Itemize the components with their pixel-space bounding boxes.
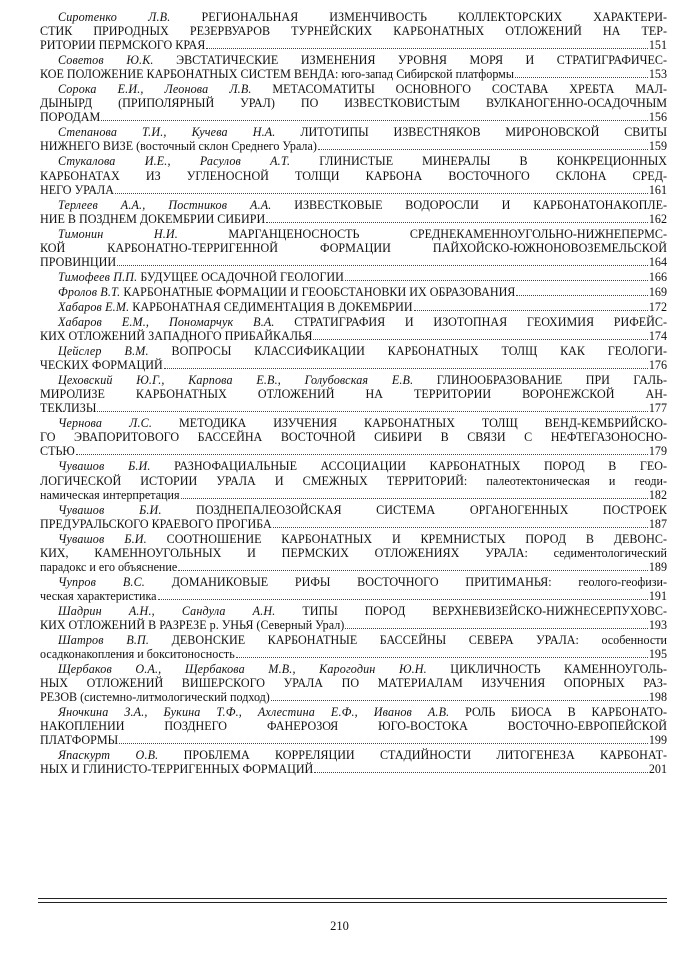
entry-page-number: 198	[648, 690, 667, 705]
entry-authors: Сорока Е.И., Леонова Л.В.	[58, 82, 252, 97]
entry-line: Степанова Т.И., Кучева Н.А. ЛИТОТИПЫ ИЗВЕСТНЯКОВ МИРОНОВСКОЙ СВИТЫ	[58, 125, 667, 140]
dot-leader	[414, 310, 648, 311]
toc-entry	[40, 705, 667, 747]
entry-line: Советов Ю.К. ЭВСТАТИЧЕСКИЕ ИЗМЕНЕНИЯ УРОВНЯ МОРЯ И СТРАТИГРАФИЧЕС-	[58, 53, 667, 68]
entry-page-number: 153	[648, 67, 667, 82]
toc-entry	[40, 198, 667, 226]
entry-authors: Хабаров Е.М., Пономарчук В.А.	[58, 314, 275, 329]
entry-line: СТИК ПРИРОДНЫХ РЕЗЕРВУАРОВ ТУРНЕЙСКИХ КАРБОНАТНЫХ ОТЛОЖЕНИЙ НА ТЕР-	[40, 24, 667, 39]
entry-page-number: 201	[648, 762, 667, 777]
entry-line: Стукалова И.Е., Расулов А.Т. ГЛИНИСТЫЕ МИНЕРАЛЫ В КОНКРЕЦИОННЫХ	[58, 154, 667, 169]
entry-title-end: ПОРОДАМ	[40, 110, 101, 125]
entry-line: Сиротенко Л.В. РЕГИОНАЛЬНАЯ ИЗМЕНЧИВОСТЬ КОЛЛЕКТОРСКИХ ХАРАКТЕРИ-	[58, 10, 667, 24]
entry-authors: Щербаков О.А., Щербакова М.В., Карогодин Ю.Н.	[58, 662, 427, 677]
entry-line: Шадрин А.Н., Сандула А.Н. ТИПЫ ПОРОД ВЕРХНЕВИЗЕЙСКО-НИЖНЕСЕРПУХОВС-	[58, 603, 667, 618]
dot-leader	[273, 527, 648, 528]
entry-title-end: ЧЕСКИХ ФОРМАЦИЙ	[40, 358, 163, 373]
entry-line: Шатров В.П. ДЕВОНСКИЕ КАРБОНАТНЫЕ БАССЕЙНЫ СЕВЕРА УРАЛА: особенности	[58, 633, 667, 648]
entry-line: Чувашов Б.И. СООТНОШЕНИЕ КАРБОНАТНЫХ И КРЕМНИСТЫХ ПОРОД В ДЕВОНС-	[58, 531, 667, 546]
entry-last-line	[40, 329, 667, 343]
entry-page-number: 195	[648, 647, 667, 662]
entry-authors: Хабаров Е.М.	[58, 299, 130, 314]
entry-line: Цейслер В.М. ВОПРОСЫ КЛАССИФИКАЦИИ КАРБОНАТНЫХ ТОЛЩ КАК ГЕОЛОГИ-	[58, 344, 667, 359]
entry-page-number: 164	[648, 254, 667, 269]
dot-leader	[271, 700, 648, 701]
entry-title-end: осадконакопления и бокситоносность	[40, 647, 235, 662]
entry-last-line	[40, 212, 667, 226]
entry-last-line	[40, 444, 667, 458]
entry-page-number: 177	[648, 401, 667, 416]
entry-authors: Цейслер В.М.	[58, 344, 149, 359]
entry-line: Цеховский Ю.Г., Карпова Е.В., Голубовская Е.В. ГЛИНООБРАЗОВАНИЕ ПРИ ГАЛЬ-	[58, 373, 667, 388]
entry-last-line	[40, 690, 667, 704]
entry-last-line	[40, 285, 667, 299]
toc-entry	[40, 416, 667, 458]
entry-title-end: ПРЕДУРАЛЬСКОГО КРАЕВОГО ПРОГИБА	[40, 516, 272, 531]
entry-title-end: ческая характеристика	[40, 588, 157, 603]
dot-leader	[164, 368, 648, 369]
entry-line: Яночкина З.А., Букина Т.Ф., Ахлестина Е.Ф., Иванов А.В. РОЛЬ БИОСА В КАРБОНАТО-	[58, 705, 667, 720]
entry-line: Хабаров Е.М., Пономарчук В.А. СТРАТИГРАФИЯ И ИЗОТОПНАЯ ГЕОХИМИЯ РИФЕЙС-	[58, 314, 667, 329]
entry-page-number: 161	[648, 182, 667, 197]
toc-entry	[40, 82, 667, 124]
entry-line: ДЫНЫРД (ПРИПОЛЯРНЫЙ УРАЛ) ПО ИЗВЕСТКОВИСТЫМ ВУЛКАНОГЕННО-ОСАДОЧНЫМ	[40, 96, 667, 111]
entry-title-end: НИЕ В ПОЗДНЕМ ДОКЕМБРИИ СИБИРИ	[40, 211, 266, 226]
toc-entry	[40, 154, 667, 196]
entry-title-end: ТЕКЛИЗЫ	[40, 401, 97, 416]
entry-line: Сорока Е.И., Леонова Л.В. МЕТАСОМАТИТЫ ОСНОВНОГО СОСТАВА ХРЕБТА МАЛ-	[58, 82, 667, 97]
toc-entry	[40, 125, 667, 153]
dot-leader	[313, 339, 647, 340]
entry-last-line	[40, 488, 667, 502]
entry-authors: Степанова Т.И., Кучева Н.А.	[58, 125, 276, 140]
entry-last-line	[40, 183, 667, 197]
entry-line: ЛОГИЧЕСКОЙ ИСТОРИИ УРАЛА И СМЕЖНЫХ ТЕРРИТОРИЙ: палеотектоническая и геоди-	[40, 473, 667, 488]
entry-title-end: РЕЗОВ (системно-литмологический подход)	[40, 690, 270, 705]
entry-authors: Чернова Л.С.	[58, 416, 153, 431]
entry-last-line	[40, 589, 667, 603]
entry-line: ГО ЭВАПОРИТОВОГО БАССЕЙНА ВОСТОЧНОЙ СИБИРИ В СВЯЗИ С НЕФТЕГАЗОНОСНО-	[40, 430, 667, 445]
toc-entry	[40, 344, 667, 372]
entry-line: Щербаков О.А., Щербакова М.В., Карогодин Ю.Н. ЦИКЛИЧНОСТЬ КАМЕННОУГОЛЬ-	[58, 662, 667, 677]
entry-authors: Яночкина З.А., Букина Т.Ф., Ахлестина Е.Ф., Иванов А.В.	[58, 705, 450, 720]
toc-entry	[40, 53, 667, 81]
dot-leader	[236, 657, 648, 658]
entry-authors: Фролов В.Т.	[58, 284, 121, 299]
entry-authors: Тимофеев П.П.	[58, 269, 138, 284]
toc-entry	[40, 227, 667, 269]
entry-title-end: ПЛАТФОРМЫ	[40, 733, 119, 748]
entry-page-number: 169	[648, 284, 667, 299]
entry-line: Япаскурт О.В. ПРОБЛЕМА КОРРЕЛЯЦИИ СТАДИЙНОСТИ ЛИТОГЕНЕЗА КАРБОНАТ-	[58, 748, 667, 763]
entry-last-line	[40, 110, 667, 124]
dot-leader	[181, 498, 648, 499]
toc-entry	[40, 285, 667, 299]
entry-page-number: 156	[648, 110, 667, 125]
entry-line: Терлеев А.А., Постников А.А. ИЗВЕСТКОВЫЕ ВОДОРОСЛИ И КАРБОНАТОНАКОПЛЕ-	[58, 197, 667, 212]
entry-line: КАРБОНАТАХ ИЗ УГЛЕНОСНОЙ ТОЛЩИ КАРБОНА ВОСТОЧНОГО СКЛОНА СРЕД-	[40, 168, 667, 183]
entry-page-number: 151	[648, 38, 667, 53]
entry-title-end: КИХ ОТЛОЖЕНИЙ ЗАПАДНОГО ПРИБАЙКАЛЬЯ	[40, 329, 313, 344]
entry-line: КОЙ КАРБОНАТНО-ТЕРРИГЕННОЙ ФОРМАЦИИ ПАЙХОЙСКО-ЮЖНОНОВОЗЕМЕЛЬСКОЙ	[40, 240, 667, 255]
toc-entry	[40, 748, 667, 776]
toc-entry	[40, 532, 667, 574]
entry-authors: Шадрин А.Н., Сандула А.Н.	[58, 603, 276, 618]
entry-authors: Чувашов Б.И.	[58, 459, 151, 474]
entry-title-end: КОЕ ПОЛОЖЕНИЕ КАРБОНАТНЫХ СИСТЕМ ВЕНДА: юго-запад Сибирской платформы	[40, 67, 514, 82]
dot-leader	[318, 149, 648, 150]
entry-title-end: РИТОРИИ ПЕРМСКОГО КРАЯ	[40, 38, 206, 53]
dot-leader	[117, 265, 648, 266]
rule-thick	[38, 898, 667, 899]
toc-entry	[40, 633, 667, 661]
entry-title-end: НЕГО УРАЛА	[40, 182, 114, 197]
dot-leader	[345, 628, 648, 629]
entry-title-end: СТЬЮ	[40, 444, 75, 459]
entry-line: КИХ, КАМЕННОУГОЛЬНЫХ И ПЕРМСКИХ ОТЛОЖЕНИЯХ УРАЛА: седиментологический	[40, 545, 667, 560]
entry-last-line	[40, 139, 667, 153]
entry-line: МИРОЛИЗЕ КАРБОНАТНЫХ ОТЛОЖЕНИЙ НА ТЕРРИТОРИИ ВОРОНЕЖСКОЙ АН-	[40, 387, 667, 402]
entry-page-number: 176	[648, 358, 667, 373]
dot-leader	[266, 222, 648, 223]
toc-entry	[40, 315, 667, 343]
entry-authors: Япаскурт О.В.	[58, 748, 159, 763]
entry-title-end: Хабаров Е.М. КАРБОНАТНАЯ СЕДИМЕНТАЦИЯ В ДОКЕМБРИИ	[58, 299, 413, 314]
entry-authors: Шатров В.П.	[58, 633, 150, 648]
toc-entry	[40, 662, 667, 704]
entry-line: Чувашов Б.И. РАЗНОФАЦИАЛЬНЫЕ АССОЦИАЦИИ КАРБОНАТНЫХ ПОРОД В ГЕО-	[58, 459, 667, 474]
entry-authors: Чупров В.С.	[58, 574, 145, 589]
entry-page-number: 179	[648, 444, 667, 459]
entry-authors: Сиротенко Л.В.	[58, 10, 171, 24]
entry-authors: Стукалова И.Е., Расулов А.Т.	[58, 154, 291, 169]
entry-title-end: НЫХ И ГЛИНИСТО-ТЕРРИГЕННЫХ ФОРМАЦИЙ	[40, 762, 314, 777]
dot-leader	[158, 599, 648, 600]
dot-leader	[516, 295, 647, 296]
dot-leader	[345, 280, 648, 281]
table-of-contents	[40, 10, 667, 777]
entry-authors: Советов Ю.К.	[58, 53, 154, 68]
dot-leader	[515, 77, 648, 78]
dot-leader	[101, 120, 648, 121]
entry-page-number: 172	[648, 299, 667, 314]
entry-authors: Чувашов Б.И.	[58, 502, 162, 517]
entry-authors: Цеховский Ю.Г., Карпова Е.В., Голубовская Е.В.	[58, 373, 414, 388]
entry-last-line	[40, 762, 667, 776]
entry-page-number: 174	[648, 329, 667, 344]
entry-line: Тимонин Н.И. МАРГАНЦЕНОСНОСТЬ СРЕДНЕКАМЕННОУГОЛЬНО-НИЖНЕПЕРМС-	[58, 226, 667, 241]
entry-page-number: 193	[648, 617, 667, 632]
entry-page-number: 162	[648, 211, 667, 226]
entry-line: Чернова Л.С. МЕТОДИКА ИЗУЧЕНИЯ КАРБОНАТНЫХ ТОЛЩ ВЕНД-КЕМБРИЙСКО-	[58, 416, 667, 431]
dot-leader	[76, 454, 648, 455]
dot-leader	[314, 772, 648, 773]
entry-last-line	[40, 517, 667, 531]
entry-line: НАКОПЛЕНИИ ПОЗДНЕГО ФАНЕРОЗОЯ ЮГО-ВОСТОКА ВОСТОЧНО-ЕВРОПЕЙСКОЙ	[40, 719, 667, 734]
entry-title-end: намическая интерпретация	[40, 487, 180, 502]
entry-page-number: 189	[648, 559, 667, 574]
entry-title-end: Тимофеев П.П. БУДУЩЕЕ ОСАДОЧНОЙ ГЕОЛОГИИ	[58, 269, 344, 284]
entry-last-line	[40, 38, 667, 52]
entry-authors: Чувашов Б.И.	[58, 531, 147, 546]
entry-last-line	[40, 270, 667, 284]
entry-page-number: 187	[648, 516, 667, 531]
toc-entry	[40, 373, 667, 415]
dot-leader	[97, 411, 647, 412]
toc-entry	[40, 270, 667, 284]
entry-last-line	[40, 358, 667, 372]
dot-leader	[178, 570, 648, 571]
entry-line: НЫХ ОТЛОЖЕНИЙ ВИШЕРСКОГО УРАЛА ПО МАТЕРИАЛАМ ИЗУЧЕНИЯ ОПОРНЫХ РАЗ-	[40, 676, 667, 691]
toc-entry	[40, 10, 667, 52]
entry-authors: Тимонин Н.И.	[58, 226, 178, 241]
dot-leader	[206, 48, 648, 49]
entry-last-line	[40, 67, 667, 81]
dot-leader	[115, 193, 648, 194]
rule-thin	[38, 902, 667, 903]
entry-last-line	[40, 401, 667, 415]
entry-last-line	[40, 255, 667, 269]
toc-entry	[40, 604, 667, 632]
entry-title-end: ПРОВИНЦИИ	[40, 254, 117, 269]
dot-leader	[119, 743, 648, 744]
page-number: 210	[330, 919, 349, 933]
toc-entry	[40, 300, 667, 314]
entry-page-number: 159	[648, 139, 667, 154]
entry-last-line	[40, 733, 667, 747]
entry-title-end: парадокс и его объяснение	[40, 559, 178, 574]
entry-page-number: 191	[648, 588, 667, 603]
entry-line: Чувашов Б.И. ПОЗДНЕПАЛЕОЗОЙСКАЯ СИСТЕМА ОРГАНОГЕННЫХ ПОСТРОЕК	[58, 502, 667, 517]
entry-line: Чупров В.С. ДОМАНИКОВЫЕ РИФЫ ВОСТОЧНОГО ПРИТИМАНЬЯ: геолого-геофизи-	[58, 574, 667, 589]
toc-entry	[40, 503, 667, 531]
entry-title-end: Фролов В.Т. КАРБОНАТНЫЕ ФОРМАЦИИ И ГЕООБСТАНОВКИ ИХ ОБРАЗОВАНИЯ	[58, 284, 516, 299]
entry-last-line	[40, 618, 667, 632]
entry-last-line	[40, 647, 667, 661]
entry-title-end: КИХ ОТЛОЖЕНИЙ В РАЗРЕЗЕ р. УНЬЯ (Северный Урал)	[40, 617, 345, 632]
entry-title-end: НИЖНЕГО ВИЗЕ (восточный склон Среднего Урала)	[40, 139, 317, 154]
bottom-double-rule	[38, 898, 667, 903]
entry-page-number: 182	[648, 487, 667, 502]
entry-page-number: 199	[648, 733, 667, 748]
toc-entry	[40, 459, 667, 501]
entry-page-number: 166	[648, 269, 667, 284]
entry-last-line	[40, 300, 667, 314]
entry-last-line	[40, 560, 667, 574]
entry-authors: Терлеев А.А., Постников А.А.	[58, 197, 272, 212]
toc-entry	[40, 575, 667, 603]
